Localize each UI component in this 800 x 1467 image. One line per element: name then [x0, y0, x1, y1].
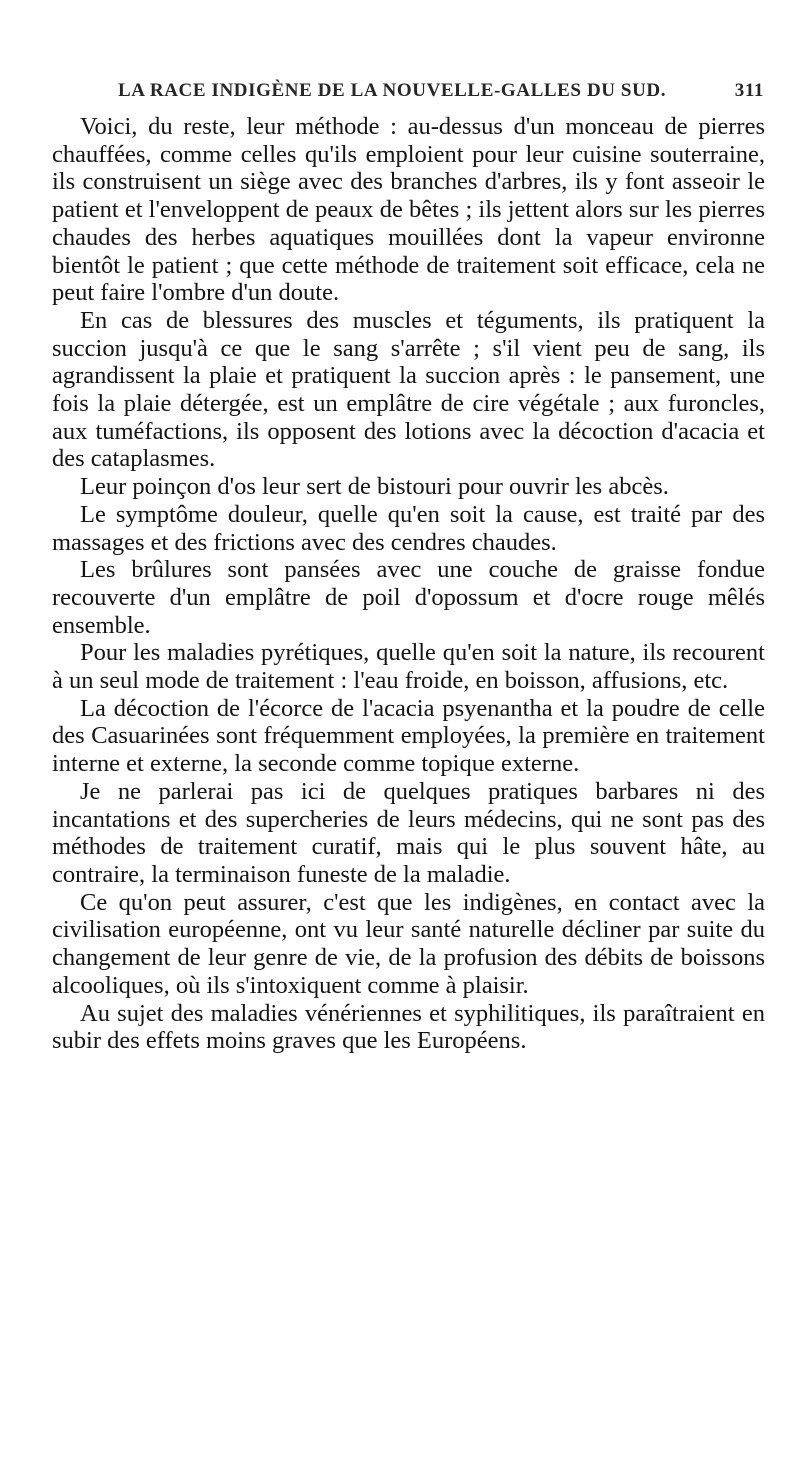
paragraph-fevers: Pour les maladies pyrétiques, quelle qu'en soit la nature, ils recourent à un seul mode de traitement : l'eau froide, en boisson, affusions, etc. [52, 639, 765, 695]
paragraph-wounds: En cas de blessures des muscles et téguments, ils pratiquent la succion jusqu'à ce que le sang s'arrête ; s'il vient peu de sang, ils agrandissent la plaie et pratiquent la succion après : le pansement, une fois la plaie détergée, est un emplâtre de cire végétale ; aux furoncles, aux tuméfactions, ils opposent des lotions avec la décoction d'acacia et des cataplasmes. [52, 306, 765, 473]
paragraph-sudation-method: Voici, du reste, leur méthode : au-dessus d'un monceau de pierres chauffées, comme celles qu'ils emploient pour leur cuisine souterraine, ils construisent un siège avec des branches d'arbres, ils y font asseoir le patient et l'enveloppent de peaux de bêtes ; ils jettent alors sur les pierres chaudes des herbes aquatiques mouillées dont la vapeur environne bientôt le patient ; que cette méthode de traitement soit efficace, cela ne peut faire l'ombre d'un doute. [52, 113, 765, 307]
paragraph-acacia: La décoction de l'écorce de l'acacia psyenantha et la poudre de celle des Casuarinées sont fréquemment employées, la première en traitement interne et externe, la seconde comme topique externe. [52, 694, 765, 778]
paragraph-civilisation: Ce qu'on peut assurer, c'est que les indigènes, en contact avec la civilisation européenne, ont vu leur santé naturelle décliner par suite du changement de leur genre de vie, de la profusion des débits de boissons alcooliques, où ils s'intoxiquent comme à plaisir. [52, 888, 765, 999]
page-number: 311 [734, 80, 764, 101]
paragraph-pain: Le symptôme douleur, quelle qu'en soit la cause, est traité par des massages et des frictions avec des cendres chaudes. [52, 500, 765, 556]
running-title: LA RACE INDIGÈNE DE LA NOUVELLE-GALLES DU SUD. [118, 80, 667, 101]
paragraph-practices: Je ne parlerai pas ici de quelques pratiques barbares ni des incantations et des supercheries de leurs médecins, qui ne sont pas des méthodes de traitement curatif, mais qui le plus souvent hâte, au contraire, la terminaison funeste de la maladie. [52, 777, 765, 888]
paragraph-burns: Les brûlures sont pansées avec une couche de graisse fondue recouverte d'un emplâtre de poil d'opossum et d'ocre rouge mêlés ensemble. [52, 556, 765, 639]
paragraph-venereal: Au sujet des maladies vénériennes et syphilitiques, ils paraîtraient en subir des effets moins graves que les Européens. [52, 999, 765, 1055]
body-text [52, 113, 765, 1055]
paragraph-abscess: Leur poinçon d'os leur sert de bistouri pour ouvrir les abcès. [80, 473, 669, 501]
running-header [118, 80, 764, 108]
